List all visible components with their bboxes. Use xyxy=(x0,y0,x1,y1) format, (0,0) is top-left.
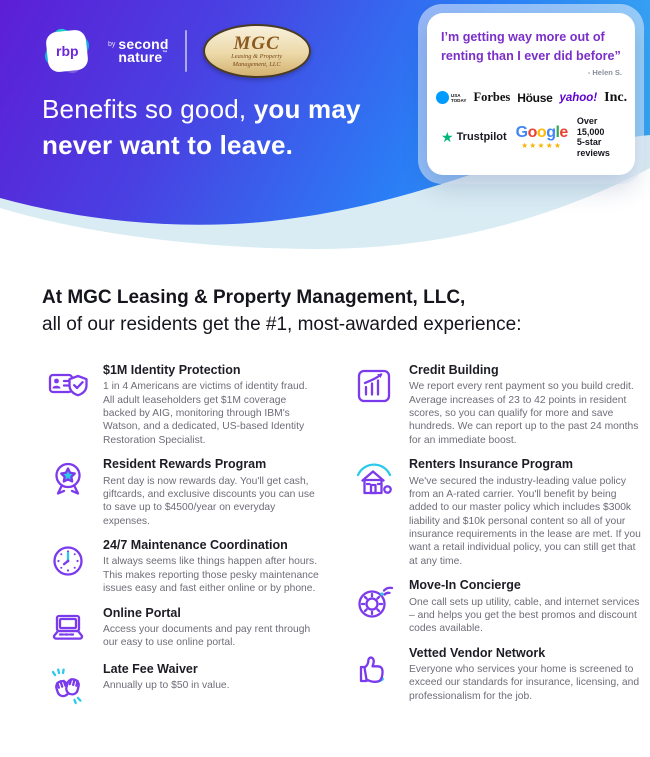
usa-today-top: USA xyxy=(450,92,461,98)
inc-logo: Inc. xyxy=(604,89,628,105)
clapping-hands-icon xyxy=(45,662,91,708)
mgc-logo-sub1: Leasing & Property xyxy=(231,52,283,60)
reviews-line1: Over 15,000 xyxy=(576,115,605,137)
thumbs-up-icon xyxy=(351,646,397,692)
benefit-title: 24/7 Maintenance Coordination xyxy=(103,538,288,553)
benefit-body: Rent day is now rewards day. You'll get cash, giftcards, and exclusive discounts you can use to save up to $4500/year on everyday expenses. xyxy=(103,475,315,527)
rbp-logo-mark xyxy=(45,29,89,73)
by-label: by xyxy=(108,40,116,48)
benefit-title: $1M Identity Protection xyxy=(103,362,241,377)
benefit-title: Credit Building xyxy=(409,362,499,377)
trademark-symbol: ™ xyxy=(162,50,168,56)
ratings-row xyxy=(441,116,622,159)
second-nature-logo xyxy=(108,35,169,65)
trustpilot-logo xyxy=(441,130,507,144)
header xyxy=(0,0,650,265)
id-card-shield-icon xyxy=(45,363,91,409)
benefit-body: 1 in 4 Americans are victims of identity fraud. All adult leaseholders get $1M coverage backed by AIG, monitoring through IBM's Watson, and a dedicated, US-based Identity Restoration Specialist. xyxy=(103,381,308,446)
reviews-count xyxy=(577,116,622,159)
benefit-body: Annually up to $50 in value. xyxy=(103,679,230,691)
benefits-column-right xyxy=(351,363,643,718)
benefit-title: Renters Insurance Program xyxy=(409,457,573,472)
benefit-item-vetted-vendor xyxy=(351,646,643,704)
benefit-item-rewards xyxy=(45,457,327,528)
testimonial-attribution: - Helen S. xyxy=(587,67,622,77)
benefit-item-credit-building xyxy=(351,363,643,447)
headline xyxy=(42,92,424,164)
google-letter: G xyxy=(515,124,528,142)
mgc-logo xyxy=(203,24,311,78)
benefit-body: We report every rent payment so you build credit. Average increases of 23 to 42 points in resident scores, so you can qualify for more and save hundreds. We can report up to the past 24 months for an immediate boost. xyxy=(409,381,639,446)
benefit-body: Access your documents and pay rent through our easy to use online portal. xyxy=(103,623,311,649)
headline-bold: you may never want to leave. xyxy=(42,94,361,160)
usa-today-logo xyxy=(436,91,467,104)
intro-line1: At MGC Leasing & Property Management, LLC, xyxy=(42,287,466,308)
reviews-line2: 5-star reviews xyxy=(576,137,610,159)
rbp-logo-text: rbp xyxy=(55,43,79,59)
clock-icon xyxy=(45,538,91,584)
benefit-title: Late Fee Waiver xyxy=(103,661,198,676)
benefit-item-maintenance xyxy=(45,538,327,596)
forbes-logo: Forbes xyxy=(473,90,511,105)
google-stars-icon: ★★★★★ xyxy=(521,141,563,151)
mgc-logo-name: MGC xyxy=(233,32,280,54)
benefits-grid xyxy=(45,363,650,718)
medal-star-icon xyxy=(45,457,91,503)
google-letter: g xyxy=(546,124,556,142)
google-letter: o xyxy=(536,124,547,142)
house-logo: Höuse xyxy=(517,90,553,105)
bar-chart-arrow-icon xyxy=(351,363,397,409)
benefits-column-left xyxy=(45,363,327,718)
benefit-item-online-portal xyxy=(45,606,327,652)
laptop-icon xyxy=(45,606,91,652)
benefit-title: Resident Rewards Program xyxy=(103,457,267,472)
trustpilot-star-icon: ★ xyxy=(441,129,454,146)
usa-today-circle-icon xyxy=(436,91,449,104)
yahoo-logo: yahoo! xyxy=(559,91,598,104)
benefit-body: We've secured the industry-leading value policy from an A-rated carrier. You'll benefit by being added to our master policy which includes $300k liability and $10k personal content so all of your insurance requirements in the lease are met. If you want a retail individual policy, you can still get that at any time. xyxy=(409,475,641,567)
benefit-item-renters-insurance xyxy=(351,457,643,568)
google-letter: o xyxy=(527,124,537,142)
benefit-body: It always seems like things happen after hours. This makes reporting those pesky maintenance issues easy and fast either online or by phone. xyxy=(103,556,319,595)
headline-regular: Benefits so good, xyxy=(42,94,254,124)
benefit-body: One call sets up utility, cable, and internet services – and helps you get the best promos and discount codes available. xyxy=(409,596,640,635)
press-logos-row xyxy=(441,89,628,106)
intro-line2: all of our residents get the #1, most-awarded experience: xyxy=(42,313,522,335)
google-letter: e xyxy=(559,124,568,142)
benefit-title: Move-In Concierge xyxy=(409,578,521,593)
brand-row xyxy=(42,24,311,78)
nature-label: nature xyxy=(118,49,163,65)
testimonial-card xyxy=(427,13,635,175)
testimonial-quote: I’m getting way more out of renting than I ever did before” xyxy=(441,30,621,63)
google-logo xyxy=(516,125,568,150)
trustpilot-label: Trustpilot xyxy=(456,131,507,144)
dial-concierge-icon xyxy=(351,578,397,624)
usa-today-bottom: TODAY xyxy=(450,97,467,103)
mgc-logo-sub2: Management, LLC xyxy=(232,60,281,68)
benefit-item-move-in-concierge xyxy=(351,578,643,636)
benefit-title: Online Portal xyxy=(103,605,181,620)
house-umbrella-icon xyxy=(351,457,397,503)
benefit-body: Everyone who services your home is screened to exceed our standards for insurance, licensing, and professionalism for the job. xyxy=(409,664,640,702)
google-letter: l xyxy=(555,124,560,142)
benefit-item-identity-protection xyxy=(45,363,327,447)
intro-heading xyxy=(42,285,650,339)
benefit-item-late-fee-waiver xyxy=(45,662,327,708)
second-label: second xyxy=(118,35,169,52)
rbp-logo xyxy=(42,26,92,76)
benefit-title: Vetted Vendor Network xyxy=(409,645,546,660)
brand-separator xyxy=(185,30,187,72)
